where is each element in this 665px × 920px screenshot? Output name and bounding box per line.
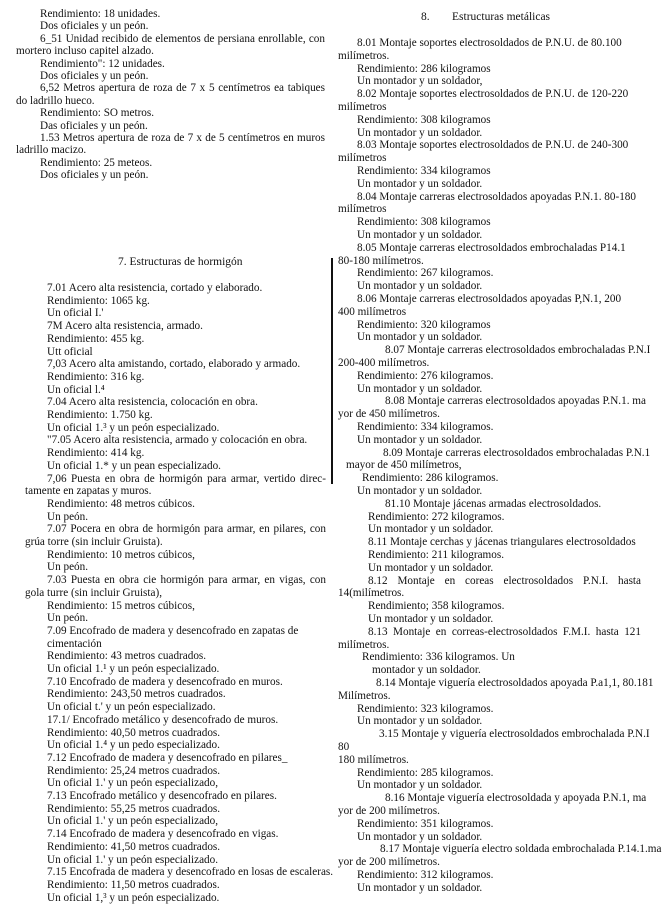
text-line: Un oficial 1.' y un peón especializado,	[47, 815, 219, 828]
text-line: milímetros	[338, 152, 387, 165]
text-line: 7,03 Acero alta amistando, cortado, elaborado y armado.	[47, 358, 301, 371]
text-line: Das oficiales y un peón.	[40, 119, 148, 132]
text-line: Un montador y un soldador.	[357, 485, 483, 497]
text-line: 8.17 Montaje viguería electro soldada embrochalada P.14.1.ma	[380, 843, 662, 856]
text-line: Un montador y un soldador,	[357, 75, 483, 88]
text-line: Un oficial 1.' y un peón especializado,	[47, 777, 219, 790]
text-line: milímetros	[338, 203, 387, 216]
text-line: 8.04 Montaje carreras electrosoldados apoyadas P.N.1. 80-180	[357, 190, 636, 203]
text-line: Rendimiento: 1.750 kg.	[47, 409, 153, 421]
text-line: Un montador y un soldador.	[357, 715, 483, 728]
text-line: Dos oficiales y un peón.	[40, 169, 149, 182]
text-line: Rendimiento: SO metros.	[40, 107, 155, 120]
text-line: Un montador y un soldador.	[368, 613, 494, 625]
text-line: Un oficial 1.' y un peón especializado.	[47, 853, 219, 866]
text-line: Rendimiento: 18 unidades.	[40, 8, 161, 20]
text-line: Rendimiento: 10 metros cúbicos,	[47, 548, 195, 561]
text-line: tamente en zapatas y muros.	[25, 485, 152, 498]
text-line: 7.07 Pocera en obra de hormigón para armar, en pilares, con	[47, 523, 326, 536]
text-line: Rendimiento: 211 kilogramos.	[368, 549, 504, 561]
text-line: 17.1/ Encofrado metálico y desencofrado de muros.	[47, 713, 279, 726]
text-line: Rendimiento: 336 kilogramos. Un	[362, 651, 515, 664]
text-line: 180 milímetros.	[338, 753, 409, 766]
text-line: Un montador y un soldador.	[368, 561, 494, 574]
text-line: Dos oficiales y un peón.	[40, 20, 149, 33]
text-line: 8.06 Montaje carreras electrosoldados apoyadas P,N.1, 200	[357, 293, 622, 305]
text-line: Un peón.	[47, 510, 89, 523]
text-line: Rendimiento: 41,50 metros cuadrados.	[47, 840, 221, 853]
text-line: Rendimiento: 25 meteos.	[40, 156, 153, 169]
text-line: 8.01 Montaje soportes electrosoldados de P.N.U. de 80.100	[357, 37, 622, 49]
text-line: Rendimiento: 243,50 metros cuadrados.	[47, 688, 226, 701]
text-line: 14(milímetros.	[338, 587, 405, 600]
text-line: Rendimiento: 1065 kg.	[47, 294, 150, 307]
text-line: Un oficial 1.* y un pean especializado.	[47, 459, 221, 472]
text-line: yor de 200 milímetros.	[338, 856, 440, 869]
text-line: mayor de 450 milímetros,	[346, 459, 462, 472]
text-line: montador y un soldador.	[372, 664, 481, 677]
text-line: 8.07 Montaje carreras electrosoldados embrochaladas P.N.I	[385, 344, 651, 357]
section-7-heading: 7. Estructuras de hormigón	[118, 256, 243, 268]
text-line: Rendimiento": 12 unidades.	[40, 57, 165, 70]
text-line: Un oficial l.⁴	[47, 383, 105, 396]
text-line: Rendimiento: 414 kg.	[47, 447, 145, 460]
text-line: Rendimiento: 285 kilogramos.	[357, 766, 494, 779]
section-8-heading: Estructuras metálicas	[452, 11, 551, 23]
text-line: Rendimiento: 286 kilogramos	[357, 62, 491, 75]
text-line: Un montador y un soldador.	[357, 229, 483, 241]
text-line: 8.12 Montaje en coreas electrosoldados P.N.I. hasta	[368, 574, 641, 587]
text-line: cimentación	[47, 637, 102, 650]
text-line: Un oficial 1,³ y un peón especializado.	[47, 891, 220, 904]
text-line: milímetros	[338, 101, 387, 113]
text-line: 8.05 Montaje carreras electrosoldados embrochaladas P14.1	[357, 241, 626, 254]
text-line: Rendimiento; 358 kilogramos.	[368, 600, 505, 613]
text-line: 400 milímetros	[338, 305, 407, 318]
text-line: Rendimiento: 323 kilogramos.	[357, 702, 494, 715]
text-line: 8.16 Montaje viguería electrosoldada y apoyada P.N.1, ma	[385, 792, 647, 805]
text-line: Un oficial 1.¹ y un peón especializado.	[47, 663, 220, 675]
text-line: 8.13 Montaje en correas-electrosoldados F.M.I. hasta 121	[368, 625, 641, 638]
text-line: Rendimiento: 308 kilogramos	[357, 216, 491, 229]
text-line: Rendimiento: 351 kilogramos.	[357, 817, 494, 830]
text-line: 200-400 milímetros.	[338, 357, 430, 369]
text-line: 6_51 Unidad recibido de elementos de persiana enrollable, con	[40, 32, 325, 45]
text-line: Un oficial t.' y un peón especializado.	[47, 701, 216, 714]
text-line: Rendimiento: 334 kilogramos.	[357, 421, 494, 433]
text-line: Rendimiento: 455 kg.	[47, 332, 145, 345]
text-line: 80-180 milímetros.	[338, 254, 424, 267]
text-line: Rendimiento: 286 kilogramos.	[362, 472, 499, 485]
text-line: Un montador y un soldador.	[357, 280, 483, 293]
text-line: Un montador y un soldador.	[357, 433, 483, 446]
text-line: Rendimiento: 267 kilogramos.	[357, 267, 494, 280]
text-line: 7.13 Encofrado metálico y desencofrado en pilares.	[47, 790, 277, 802]
text-line: Un peón.	[47, 612, 89, 625]
text-line: 7M Acero alta resistencia, armado.	[47, 320, 203, 333]
text-line: Rendimiento: 43 metros cuadrados.	[47, 650, 207, 663]
text-line: 8.02 Montaje soportes electrosoldados de P.N.U. de 120-220	[357, 88, 629, 101]
text-line: 8.11 Montaje cerchas y jácenas triangulares electrosoldados	[368, 536, 636, 549]
text-line: 7.14 Encofrado de madera y desencofrado en vigas.	[47, 828, 279, 841]
text-line: 7.09 Encofrado de madera y desencofrado en zapatas de	[47, 624, 299, 637]
text-line: Rendimiento: 48 metros cúbicos.	[47, 497, 195, 510]
text-line: Un montador y un soldador.	[357, 382, 483, 395]
text-line: 7.03 Puesta en obra cie hormigón para armar, en vigas, con	[47, 574, 326, 587]
text-line: Rendimiento: 55,25 metros cuadrados.	[47, 802, 221, 815]
margin-change-bar	[331, 258, 333, 484]
text-line: Un oficial I.'	[47, 307, 104, 320]
text-line: Un montador y un soldador.	[357, 779, 483, 792]
text-line: Un montador y un soldador.	[357, 881, 483, 894]
text-line: 7.15 Encofrada de madera y desencofrado en losas de escaleras.	[47, 866, 334, 879]
text-line: Un oficial 1.⁴ y un pedo especializado.	[47, 739, 220, 752]
text-line: Rendimiento: 308 kilogramos	[357, 113, 491, 126]
text-line: 7.10 Encofrado de madera y desencofrado en muros.	[47, 675, 283, 688]
text-line: 7,06 Puesta en obra de hormigón para armar, vertido direc-	[47, 472, 326, 485]
text-line: Un montador y un soldador.	[357, 126, 483, 139]
text-line: gola turre (sin incluir Gruista),	[25, 586, 163, 599]
text-line: Rendimiento: 272 kilogramos.	[368, 510, 505, 523]
text-line: Un montador y un soldador.	[357, 177, 483, 190]
text-line: milímetros.	[338, 49, 390, 62]
text-line: yor de 450 milímetros.	[338, 408, 440, 421]
text-line: Rendimiento: 334 kilogramos	[357, 165, 491, 177]
text-line: Un peón.	[47, 561, 89, 574]
text-line: Un montador y un soldador.	[368, 523, 494, 536]
text-line: do ladrillo hueco.	[16, 94, 95, 107]
text-line: 81.10 Montaje jácenas armadas electrosoldados.	[385, 497, 602, 510]
text-line: Rendimiento: 40,50 metros cuadrados.	[47, 726, 221, 739]
text-line: milímetros.	[338, 638, 390, 651]
text-line: 7.12 Encofrado de madera y desencofrado en pilares_	[47, 751, 288, 764]
text-line: Rendimiento: 320 kilogramos	[357, 318, 491, 331]
text-line: ladrillo macizo.	[16, 144, 87, 157]
text-line: Milímetros.	[338, 689, 391, 702]
text-line: 8.08 Montaje carreras electrosoldados apoyadas P.N.1. ma	[385, 395, 646, 408]
text-line: Utt oficial	[47, 345, 93, 358]
text-line: Un montador y un soldador.	[357, 830, 483, 843]
text-line: Rendimiento: 15 metros cúbicos,	[47, 599, 195, 612]
text-line: 7.04 Acero alta resistencia, colocación en obra.	[47, 396, 258, 409]
text-line: 8.09 Montaje carreras electrosoldados embrochaladas P.N.1	[383, 446, 651, 459]
text-line: Rendimiento: 312 kilogramos.	[357, 869, 494, 881]
text-line: 8.14 Montaje viguería electrosoldados apoyada P.a1,1, 80.181	[376, 677, 654, 689]
text-line: Un oficial 1.³ y un peón especializado.	[47, 421, 220, 434]
text-line: 6,52 Metros apertura de roza de 7 x 5 centímetros ea tabiques	[40, 82, 325, 95]
text-line: grúa torre (sin incluir Gruista).	[25, 536, 163, 548]
text-line: mortero incluso capitel alzado.	[16, 45, 154, 58]
text-line: 3.15 Montaje y viguería electrosoldados embrochalada P.N.I	[379, 728, 650, 741]
text-line: Un montador y un soldador.	[357, 331, 483, 344]
text-line: Rendimiento: 25,24 metros cuadrados.	[47, 764, 221, 777]
text-line: Rendimiento: 316 kg.	[47, 370, 145, 383]
text-line: 1.53 Metros apertura de roza de 7 x de 5 centímetros en muros	[40, 132, 325, 144]
section-8-number: 8.	[421, 11, 430, 23]
text-line: 80	[338, 741, 350, 753]
text-line: Rendimiento: 11,50 metros cuadrados.	[47, 878, 220, 891]
text-line: "7.05 Acero alta resistencia, armado y colocación en obra.	[47, 434, 308, 447]
text-line: Dos oficiales y un peón.	[40, 70, 149, 82]
text-line: 8.03 Montaje soportes electrosoldados de P.N.U. de 240-300	[357, 139, 629, 152]
text-line: yor de 200 milímetros.	[338, 805, 440, 817]
text-line: 7.01 Acero alta resistencia, cortado y elaborado.	[47, 282, 263, 294]
text-line: Rendimiento: 276 kilogramos.	[357, 369, 494, 382]
